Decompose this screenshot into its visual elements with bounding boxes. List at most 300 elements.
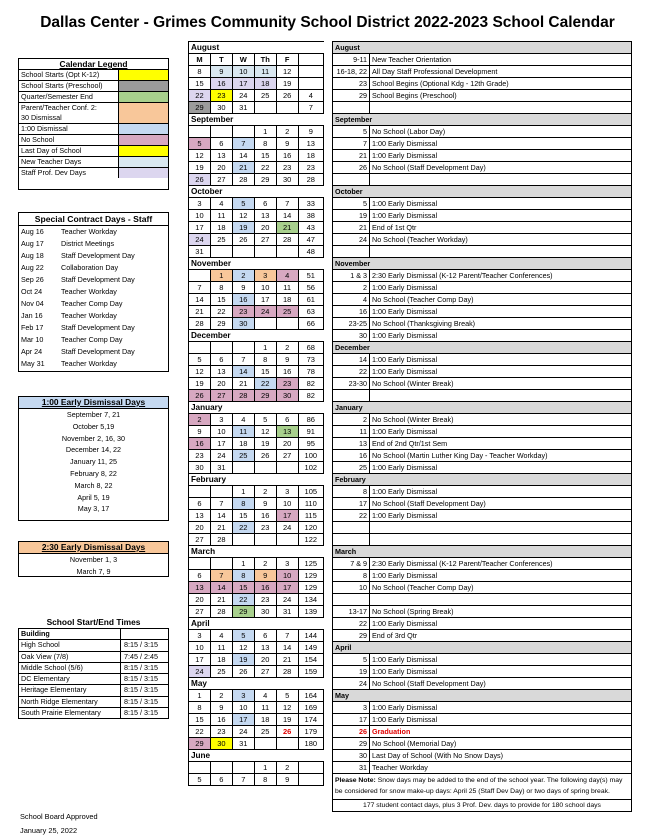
day-cell: 8	[232, 570, 254, 582]
month-header-row	[189, 618, 324, 630]
day-cell: 25	[232, 450, 254, 462]
special-text: Staff Development Day	[61, 251, 135, 260]
event-row	[333, 402, 632, 414]
day-cell: 11	[210, 210, 232, 222]
day-cell: 10	[276, 498, 298, 510]
day-count: 28	[298, 174, 323, 186]
month-header-row	[189, 750, 324, 762]
event-row	[333, 606, 632, 618]
event-row	[333, 270, 632, 282]
day-cell	[232, 126, 254, 138]
day-cell: 16	[254, 510, 276, 522]
day-cell: 26	[189, 390, 211, 402]
special-text: Teacher Workday	[61, 227, 117, 236]
building-time: 8:15 / 3:15	[124, 662, 158, 672]
event-row	[333, 570, 632, 582]
event-date: 13	[333, 438, 370, 450]
day-cell	[189, 486, 211, 498]
event-text: 2:30 Early Dismissal (K-12 Parent/Teacher Conferences)	[370, 270, 632, 282]
event-row	[333, 378, 632, 390]
event-row	[333, 126, 632, 138]
event-blank-date	[333, 102, 370, 114]
event-text: No School (Winter Break)	[370, 414, 632, 426]
legend-row	[19, 156, 168, 167]
day-cell: 21	[189, 306, 211, 318]
event-date: 22	[333, 618, 370, 630]
day-cell: 9	[210, 702, 232, 714]
day-count: 38	[298, 210, 323, 222]
event-row	[333, 222, 632, 234]
special-date: Aug 22	[21, 263, 44, 272]
early1-item: November 2, 16, 30	[61, 433, 126, 443]
day-cell: 4	[232, 414, 254, 426]
day-cell: 23	[210, 726, 232, 738]
early1-item: April 5, 19	[77, 492, 110, 502]
day-cell: 27	[210, 390, 232, 402]
day-count: 66	[298, 318, 323, 330]
day-cell: 2	[210, 690, 232, 702]
day-cell: Th	[254, 54, 276, 66]
event-row	[333, 486, 632, 498]
event-row	[333, 630, 632, 642]
week-row	[189, 582, 324, 594]
event-text: No School (Staff Development Day)	[370, 678, 632, 690]
legend-row	[19, 91, 168, 102]
legend-row	[19, 134, 168, 145]
event-row	[333, 390, 632, 402]
event-text: 1:00 Early Dismissal	[370, 510, 632, 522]
event-row	[333, 666, 632, 678]
event-row	[333, 294, 632, 306]
day-cell: 6	[210, 354, 232, 366]
day-cell: 21	[210, 594, 232, 606]
event-text: No School (Teacher Comp Day)	[370, 582, 632, 594]
day-cell: 22	[210, 306, 232, 318]
day-cell: 10	[232, 66, 254, 78]
day-count: 48	[298, 246, 323, 258]
event-month-header: May	[333, 690, 632, 702]
event-text: 1:00 Early Dismissal	[370, 666, 632, 678]
day-cell: 19	[254, 438, 276, 450]
day-count: 68	[298, 342, 323, 354]
day-cell: 22	[254, 378, 276, 390]
day-cell	[189, 762, 211, 774]
event-row	[333, 150, 632, 162]
day-count: 154	[298, 654, 323, 666]
day-cell: 1	[232, 558, 254, 570]
day-cell: 18	[276, 294, 298, 306]
event-blank-text	[370, 102, 632, 114]
event-row	[333, 210, 632, 222]
special-row	[19, 346, 168, 358]
special-row	[19, 226, 168, 238]
day-cell: 8	[189, 702, 211, 714]
day-cell: 24	[189, 234, 211, 246]
legend-label: School Starts (Opt K-12)	[19, 70, 119, 80]
day-cell	[210, 558, 232, 570]
event-row	[333, 450, 632, 462]
event-row	[333, 234, 632, 246]
day-cell: 5	[189, 354, 211, 366]
day-cell	[276, 246, 298, 258]
day-cell: 28	[232, 174, 254, 186]
event-text: 1:00 Early Dismissal	[370, 330, 632, 342]
legend-label: Quarter/Semester End	[19, 92, 119, 102]
day-count: 78	[298, 366, 323, 378]
month-name: June	[189, 750, 324, 762]
day-cell: 1	[189, 690, 211, 702]
legend-swatch	[119, 124, 168, 134]
day-cell	[276, 534, 298, 546]
event-date: 2	[333, 414, 370, 426]
day-cell: 22	[254, 162, 276, 174]
week-row	[189, 210, 324, 222]
week-row	[189, 54, 324, 66]
day-cell: T	[210, 54, 232, 66]
times-header: Building	[19, 629, 121, 639]
day-cell	[232, 462, 254, 474]
day-cell: 6	[210, 774, 232, 786]
day-count: 169	[298, 702, 323, 714]
event-date: 30	[333, 750, 370, 762]
day-cell: 19	[232, 654, 254, 666]
event-month-header: March	[333, 546, 632, 558]
event-date: 25	[333, 462, 370, 474]
event-date: 30	[333, 330, 370, 342]
day-cell: 15	[232, 582, 254, 594]
day-count: 47	[298, 234, 323, 246]
month-header-row	[189, 678, 324, 690]
day-cell: 31	[232, 738, 254, 750]
day-cell: 13	[210, 150, 232, 162]
day-cell: 5	[254, 414, 276, 426]
day-cell: 31	[276, 606, 298, 618]
event-row	[333, 510, 632, 522]
day-cell: 24	[276, 522, 298, 534]
day-cell	[232, 342, 254, 354]
event-text: No School (Spring Break)	[370, 606, 632, 618]
day-cell: 11	[254, 66, 276, 78]
week-row	[189, 294, 324, 306]
day-cell: 6	[254, 198, 276, 210]
day-cell: 19	[276, 714, 298, 726]
event-text: All Day Staff Professional Development	[370, 66, 632, 78]
event-date: 5	[333, 198, 370, 210]
event-date: 17	[333, 498, 370, 510]
week-row	[189, 510, 324, 522]
month-header-row	[189, 546, 324, 558]
event-row	[333, 474, 632, 486]
day-cell: 8	[189, 66, 211, 78]
week-row	[189, 642, 324, 654]
day-cell: 14	[276, 210, 298, 222]
building-name: Oak View (7/8)	[19, 652, 121, 662]
legend-title: Calendar Legend	[59, 59, 128, 69]
day-cell: 16	[210, 78, 232, 90]
day-cell: 25	[276, 306, 298, 318]
day-cell: 3	[189, 630, 211, 642]
month-name: January	[189, 402, 324, 414]
day-cell: 7	[232, 774, 254, 786]
day-count: 51	[298, 270, 323, 282]
day-cell: F	[276, 54, 298, 66]
day-cell: 23	[254, 594, 276, 606]
times-row	[19, 673, 168, 684]
day-cell	[276, 318, 298, 330]
event-row	[333, 102, 632, 114]
special-row	[19, 298, 168, 310]
times-row	[19, 696, 168, 707]
times-row	[19, 707, 168, 718]
day-cell: 9	[210, 66, 232, 78]
event-date: 22	[333, 510, 370, 522]
day-cell: 11	[276, 282, 298, 294]
day-cell: 13	[189, 582, 211, 594]
day-count: 43	[298, 222, 323, 234]
week-row	[189, 282, 324, 294]
day-cell: 3	[189, 198, 211, 210]
day-count: 149	[298, 642, 323, 654]
event-row	[333, 702, 632, 714]
day-cell	[276, 102, 298, 114]
times-row	[19, 651, 168, 662]
week-row	[189, 630, 324, 642]
event-text: 1:00 Early Dismissal	[370, 426, 632, 438]
day-cell	[232, 762, 254, 774]
event-row	[333, 558, 632, 570]
day-count: 73	[298, 354, 323, 366]
event-month-header: December	[333, 342, 632, 354]
month-header-row	[189, 114, 324, 126]
month-header-row	[189, 474, 324, 486]
week-row	[189, 234, 324, 246]
event-row	[333, 678, 632, 690]
event-text: 1:00 Early Dismissal	[370, 354, 632, 366]
legend-label: Last Day of School	[19, 146, 119, 156]
month-header-row	[189, 258, 324, 270]
special-row	[19, 334, 168, 346]
day-count: 174	[298, 714, 323, 726]
day-cell: 17	[189, 222, 211, 234]
day-cell	[210, 762, 232, 774]
special-date: Apr 24	[21, 347, 43, 356]
event-row	[333, 78, 632, 90]
day-cell: 15	[210, 294, 232, 306]
event-text: Graduation	[370, 726, 632, 738]
day-cell: 21	[232, 162, 254, 174]
special-date: Feb 17	[21, 323, 44, 332]
event-row	[333, 318, 632, 330]
legend-row	[19, 167, 168, 178]
event-date: 2	[333, 282, 370, 294]
day-cell: 7	[210, 570, 232, 582]
event-date: 19	[333, 210, 370, 222]
day-cell: 24	[276, 594, 298, 606]
event-row	[333, 354, 632, 366]
day-count: 120	[298, 522, 323, 534]
day-cell: 15	[189, 714, 211, 726]
day-cell: 29	[189, 102, 211, 114]
day-cell: 3	[210, 414, 232, 426]
event-blank-text	[370, 522, 632, 534]
day-cell: 27	[210, 174, 232, 186]
week-row	[189, 702, 324, 714]
day-cell: 16	[210, 714, 232, 726]
week-row	[189, 462, 324, 474]
week-row	[189, 150, 324, 162]
event-month-header: October	[333, 186, 632, 198]
month-name: May	[189, 678, 324, 690]
day-count: 102	[298, 462, 323, 474]
day-cell: 15	[232, 510, 254, 522]
event-row	[333, 342, 632, 354]
day-count: 129	[298, 582, 323, 594]
day-cell: 23	[276, 378, 298, 390]
day-cell: 16	[232, 294, 254, 306]
day-cell: 14	[276, 642, 298, 654]
event-date: 29	[333, 738, 370, 750]
day-cell: 26	[276, 90, 298, 102]
day-cell: 12	[232, 210, 254, 222]
day-cell: 12	[189, 366, 211, 378]
event-row	[333, 330, 632, 342]
legend-swatch	[119, 81, 168, 91]
day-cell: 18	[210, 222, 232, 234]
event-date: 5	[333, 654, 370, 666]
day-count: 61	[298, 294, 323, 306]
day-cell: 30	[254, 606, 276, 618]
building-time: 8:15 / 3:15	[124, 640, 158, 650]
day-cell: 23	[276, 162, 298, 174]
week-row	[189, 378, 324, 390]
week-row	[189, 366, 324, 378]
early2-item: November 1, 3	[69, 555, 118, 564]
day-count: 23	[298, 162, 323, 174]
special-date: Oct 24	[21, 287, 43, 296]
day-cell: 21	[210, 522, 232, 534]
legend-row	[19, 123, 168, 134]
day-cell: 10	[276, 570, 298, 582]
special-row	[19, 238, 168, 250]
event-date: 13-17	[333, 606, 370, 618]
day-cell: 19	[232, 222, 254, 234]
day-cell: 27	[254, 234, 276, 246]
early1-item: September 7, 21	[66, 410, 121, 419]
day-cell: 17	[254, 294, 276, 306]
week-row	[189, 138, 324, 150]
day-cell: 4	[210, 630, 232, 642]
event-text: No School (Staff Development Day)	[370, 162, 632, 174]
building-name: Heritage Elementary	[19, 685, 121, 695]
day-cell: 25	[254, 726, 276, 738]
day-cell: 2	[254, 486, 276, 498]
week-row	[189, 78, 324, 90]
day-cell: 25	[210, 666, 232, 678]
event-month-header: August	[333, 42, 632, 54]
event-date: 3	[333, 702, 370, 714]
event-date: 17	[333, 714, 370, 726]
event-row	[333, 174, 632, 186]
day-count: 179	[298, 726, 323, 738]
special-text: Teacher Comp Day	[61, 299, 123, 308]
event-row	[333, 762, 632, 774]
day-cell: 27	[189, 606, 211, 618]
week-row	[189, 714, 324, 726]
event-row	[333, 534, 632, 546]
week-row	[189, 762, 324, 774]
day-cell: 28	[276, 666, 298, 678]
early-dismissal-100	[18, 396, 169, 521]
day-cell	[189, 342, 211, 354]
event-row	[333, 738, 632, 750]
day-cell: 18	[232, 438, 254, 450]
day-cell: 1	[254, 342, 276, 354]
special-row	[19, 358, 168, 370]
week-row	[189, 162, 324, 174]
day-cell: 4	[276, 270, 298, 282]
week-row	[189, 690, 324, 702]
footer-date: January 25, 2022	[20, 826, 78, 835]
event-row	[333, 546, 632, 558]
day-count: 33	[298, 198, 323, 210]
event-date: 5	[333, 126, 370, 138]
special-row	[19, 322, 168, 334]
day-cell: 20	[210, 378, 232, 390]
day-cell: 9	[254, 498, 276, 510]
note-text: Snow days may be added to the end of the school year. The following day(s) may be considered for snow make-up days: April 25 (Staff Dev Day) or two days of spring break.	[335, 777, 623, 795]
early1-item: October 5,19	[72, 421, 115, 431]
week-row	[189, 318, 324, 330]
day-cell: 10	[189, 642, 211, 654]
building-time: 8:15 / 3:15	[124, 674, 158, 684]
event-text: 2:30 Early Dismissal (K-12 Parent/Teacher Conferences)	[370, 558, 632, 570]
day-count: 164	[298, 690, 323, 702]
day-count: 82	[298, 378, 323, 390]
day-cell: 5	[232, 198, 254, 210]
summary-text: 177 student contact days, plus 3 Prof. Dev. days to provide for 180 school days	[333, 800, 632, 812]
month-header-row	[189, 330, 324, 342]
event-date: 26	[333, 726, 370, 738]
special-date: Aug 18	[21, 251, 44, 260]
week-row	[189, 390, 324, 402]
day-cell: 19	[189, 378, 211, 390]
day-cell: 9	[276, 354, 298, 366]
day-cell: 28	[210, 606, 232, 618]
event-row	[333, 306, 632, 318]
day-cell: 28	[276, 234, 298, 246]
event-text: Teacher Workday	[370, 762, 632, 774]
month-name: March	[189, 546, 324, 558]
month-name: April	[189, 618, 324, 630]
week-row	[189, 666, 324, 678]
day-cell: 3	[232, 690, 254, 702]
day-cell: 24	[210, 450, 232, 462]
event-row	[333, 642, 632, 654]
event-date: 16-18, 22	[333, 66, 370, 78]
event-blank-date	[333, 174, 370, 186]
event-row	[333, 138, 632, 150]
day-cell: 29	[254, 174, 276, 186]
event-row	[333, 114, 632, 126]
event-row	[333, 54, 632, 66]
day-cell: 11	[210, 642, 232, 654]
event-date: 21	[333, 150, 370, 162]
legend-label: Parent/Teacher Conf. 2: 30 Dismissal	[19, 103, 119, 123]
legend-row	[19, 102, 168, 123]
legend-swatch	[119, 168, 168, 178]
event-text: End of 3rd Qtr	[370, 630, 632, 642]
event-row	[333, 42, 632, 54]
